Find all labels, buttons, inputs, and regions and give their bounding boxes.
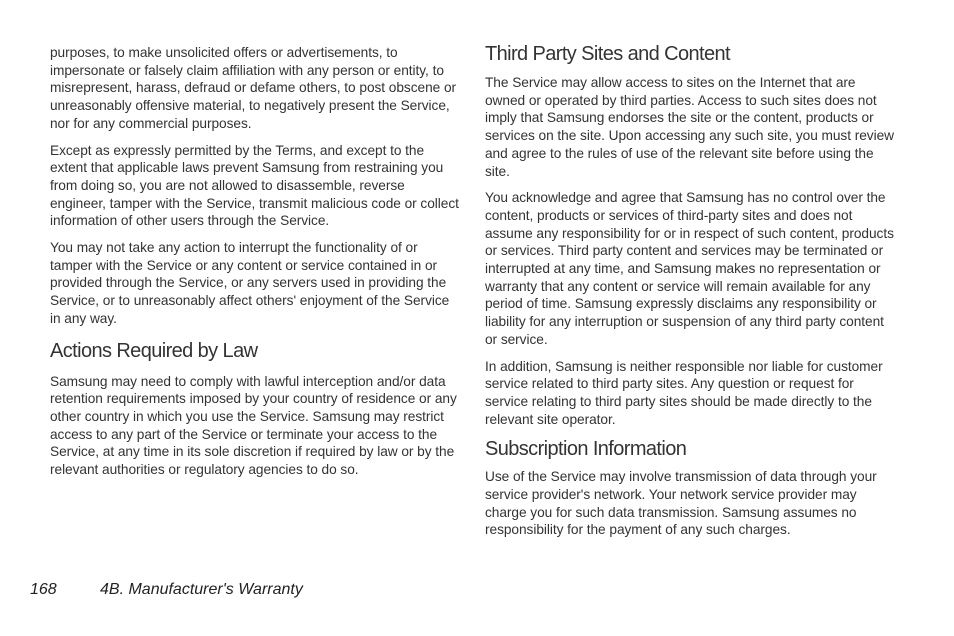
body-paragraph: Samsung may need to comply with lawful interception and/or data retention requirements imposed by your country of residence or any other country in which you use the Service. Samsung may restrict access to any part of the Service or terminate your access to the Service, at any time in its sole discretion if required by law or by the relevant authorities or regulatory agencies to do so. [50,373,457,478]
body-paragraph: Use of the Service may involve transmission of data through your service provider's network. Your network service provider may charge you for such data transmission. Samsung assumes no responsibility for the payment of any such charges. [485,469,877,538]
section-heading-actions-required: Actions Required by Law [50,339,258,362]
left-column [50,44,460,488]
body-paragraph: You may not take any action to interrupt the functionality of or tamper with the Service or any content or service contained in or provided through the Service, or any servers used in providing the Service, or to unreasonably affect others' enjoyment of the Service in any way. [50,240,450,326]
section-heading-third-party: Third Party Sites and Content [485,43,730,65]
section-heading-subscription: Subscription Information [485,438,687,461]
body-paragraph: Except as expressly permitted by the Terms, and except to the extent that applicable laws prevent Samsung from restraining you from doing so, you are not allowed to disassemble, reverse engineer, tamper with the Service, transmit malicious code or collect information of other users through the Service. [50,142,459,229]
footer-section-title: 4B. Manufacturer's Warranty [100,581,303,598]
body-paragraph: purposes, to make unsolicited offers or advertisements, to impersonate or falsely claim affiliation with any person or entity, to misrepresent, harass, defraud or defame others, to post obscene or unreasonably offensive material, to negatively present the Service, nor for any commercial purposes. [50,45,457,131]
page-number: 168 [30,581,57,598]
right-column [485,42,895,548]
body-paragraph: In addition, Samsung is neither responsible nor liable for customer service related to third party sites. Any question or request for service relating to third party sites should be made directly to the relevant site operator. [485,358,883,427]
body-paragraph: You acknowledge and agree that Samsung has no control over the content, products or services of third-party sites and does not assume any responsibility for or in respect of such content, products or services. Third party content and services may be terminated or interrupted at any time, and Samsung makes no representation or warranty that any content or service will remain available for any period of time. Samsung expressly disclaims any responsibility or liability for any interruption or suspension of any third party content or service. [485,190,894,347]
body-paragraph: The Service may allow access to sites on the Internet that are owned or operated by third parties. Access to such sites does not imply that Samsung endorses the site or the content, products or services on the site. Upon accessing any such site, you must review and agree to the rules of use of the relevant site before using the site. [485,75,894,179]
page-footer [30,581,303,599]
